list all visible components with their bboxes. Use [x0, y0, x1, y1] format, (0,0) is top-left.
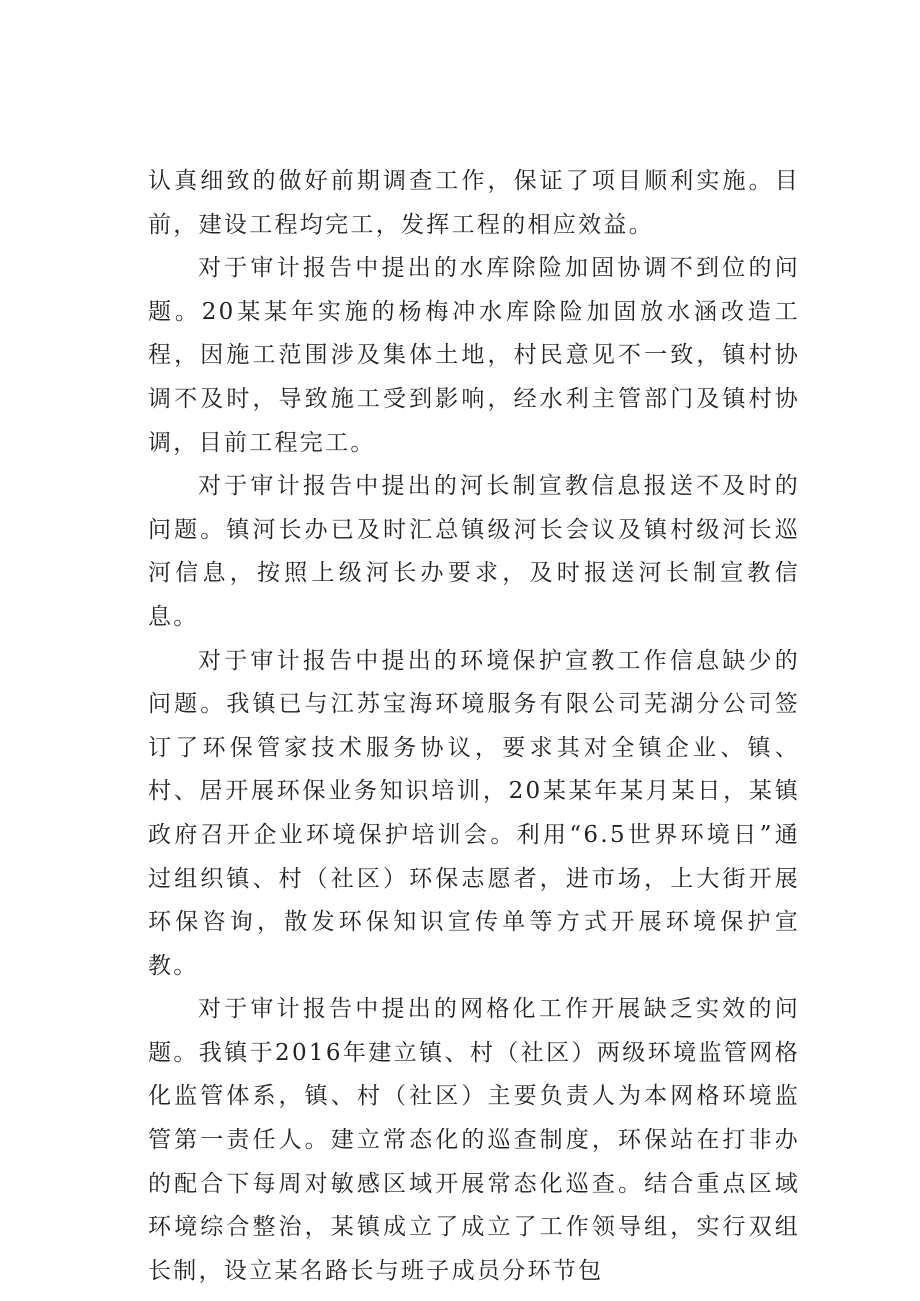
paragraph-environment-education-issue: 对于审计报告中提出的环境保护宣教工作信息缺少的问题。我镇已与江苏宝海环境服务有限公司芜湖分公司签订了环保管家技术服务协议，要求其对全镇企业、镇、村、居开展环保业务知识培训，20某某年某月某日，某镇政府召开企业环境保护培训会。利用“6.5世界环境日”通过组织镇、村（社区）环保志愿者，进市场，上大街开展环保咨询，散发环保知识宣传单等方式开展环境保护宣教。	[148, 647, 800, 979]
document-body	[148, 160, 800, 1293]
paragraph-continuation: 认真细致的做好前期调查工作，保证了项目顺利实施。目前，建设工程均完工，发挥工程的相应效益。	[148, 168, 800, 238]
paragraph-reservoir-issue: 对于审计报告中提出的水库除险加固协调不到位的问题。20某某年实施的杨梅冲水库除险加固放水涵改造工程，因施工范围涉及集体土地，村民意见不一致，镇村协调不及时，导致施工受到影响，经水利主管部门及镇村协调，目前工程完工。	[148, 255, 800, 456]
paragraph-river-chief-issue: 对于审计报告中提出的河长制宣教信息报送不及时的问题。镇河长办已及时汇总镇级河长会议及镇村级河长巡河信息，按照上级河长办要求，及时报送河长制宣教信息。	[148, 473, 800, 630]
paragraph-grid-management-issue: 对于审计报告中提出的网格化工作开展缺乏实效的问题。我镇于2016年建立镇、村（社区）两级环境监管网格化监管体系，镇、村（社区）主要负责人为本网格环境监管第一责任人。建立常态化的巡查制度，环保站在打非办的配合下每周对敏感区域开展常态化巡查。结合重点区域环境综合整治，某镇成立了成立了工作领导组，实行双组长制，设立某名路长与班子成员分环节包	[148, 996, 800, 1284]
